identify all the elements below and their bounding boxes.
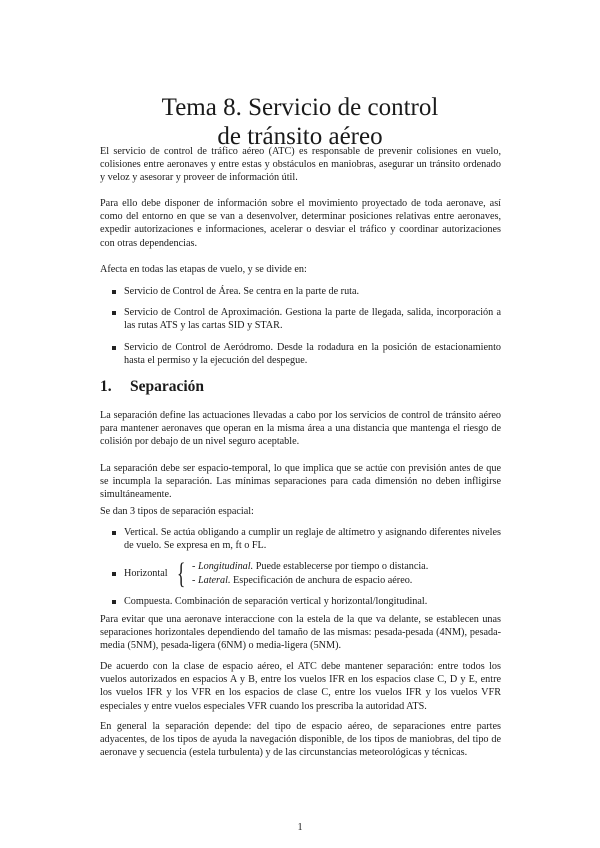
bullet-icon <box>112 290 116 294</box>
list-item <box>104 306 501 332</box>
page-number: 1 <box>297 822 303 833</box>
paragraph: La separación define las actuaciones llevadas a cabo por los servicios de control de tránsito aéreo para mantener aeronaves que operan en la misma área a una distancia que mantenga el riesgo de colisión por debajo de un nivel seguro aceptable. <box>100 410 501 448</box>
title-line-2: de tránsito aéreo <box>217 123 383 150</box>
document-title <box>0 93 600 151</box>
intro-paragraph: Afecta en todas las etapas de vuelo, y se divide en: <box>100 264 307 275</box>
list-item-compuesta <box>104 595 501 608</box>
paragraph: En general la separación depende: del tipo de espacio aéreo, de separaciones entre partes adyacentes, de los tipos de ayuda la navegación disponible, de los tipos de maniobras, del tipo de aeronave y secuencia (estela turbulenta) y de las circunstancias meteorológicas y técnicas. <box>100 721 501 759</box>
list-item <box>104 285 501 298</box>
list-item-horizontal <box>104 556 501 590</box>
bullet-icon <box>112 600 116 604</box>
list-item-text: Vertical. Se actúa obligando a cumplir un reglaje de altímetro y asignando diferentes niveles de vuelo. Se expresa en m, ft o FL. <box>124 527 501 552</box>
term: Longitudinal. <box>197 561 254 573</box>
intro-paragraph: El servicio de control de tráfico aéreo (ATC) es responsable de prevenir colisiones en vuelo, colisiones entre aeronaves y entre estas y obstáculos en maniobras, asegurar un tránsito ordenado y veloz y asesorar y proveer de información útil. <box>100 146 501 184</box>
bullet-icon <box>112 531 116 535</box>
bullet-icon <box>112 346 116 350</box>
list-item <box>104 341 501 367</box>
services-list <box>104 285 501 375</box>
subtype-lateral: - Lateral. Especificación de anchura de espacio aéreo. <box>191 574 413 586</box>
paragraph: De acuerdo con la clase de espacio aéreo, el ATC debe mantener separación: entre todos los vuelos autorizados en espacios A y B, entre los vuelos IFR en los espacios clase C, D y E, entre los vuelos IFR y los VFR en los espacios de clase C, entre los vuelos IFR y los vuelos VFR especiales y entre vuelos especiales VFR cuando los prescriba la autoridad ATS. <box>100 661 501 712</box>
horizontal-label: Horizontal <box>124 568 168 579</box>
list-item-vertical <box>104 526 501 552</box>
section-title: Separación <box>130 378 205 395</box>
list-item-text: Servicio de Control de Aeródromo. Desde la rodadura en la posición de estacionamiento hasta el permiso y la ejecución del despegue. <box>124 341 501 366</box>
section-number: 1. <box>100 378 112 395</box>
separation-types-list <box>104 526 501 616</box>
horizontal-subtypes <box>192 560 428 586</box>
definition: Especificación de anchura de espacio aéreo. <box>233 574 413 586</box>
paragraph: Se dan 3 tipos de separación espacial: <box>100 506 254 517</box>
paragraph: Para evitar que una aeronave interaccione con la estela de la que va delante, se establecen unas separaciones horizontales dependiendo del tamaño de las mismas: pesada-pesada (4NM), pesada-media (5NM), pesada-ligera (6NM) o media-ligera (5NM). <box>100 614 501 652</box>
bullet-icon <box>112 311 116 315</box>
subtype-longitudinal: - Longitudinal. Puede establecerse por tiempo o distancia. <box>191 561 429 573</box>
definition: Puede establecerse por tiempo o distancia. <box>255 561 429 573</box>
list-item-text: Compuesta. Combinación de separación vertical y horizontal/longitudinal. <box>124 595 428 607</box>
title-line-1: Tema 8. Servicio de control <box>161 94 439 121</box>
term: Lateral. <box>197 574 231 586</box>
bullet-icon <box>112 572 116 576</box>
horizontal-group <box>124 556 429 590</box>
intro-paragraph: Para ello debe disponer de información sobre el movimiento proyectado de toda aeronave, así como del entorno en que se van a desenvolver, determinar posiciones relativas entre aeronaves, expedir autorizaciones e informaciones, acelerar o desviar el tráfico y coordinar autorizaciones con otras dependencias. <box>100 198 501 249</box>
list-item-text: Servicio de Control de Área. Se centra en la parte de ruta. <box>124 286 360 297</box>
section-heading <box>100 378 204 396</box>
brace-icon: { <box>176 556 186 590</box>
paragraph: La separación debe ser espacio-temporal, lo que implica que se actúe con previsión antes de que se incumpla la separación. Las mínimas separaciones para cada dimensión no deben infligirse simultáneamente. <box>100 463 501 501</box>
list-item-text: Servicio de Control de Aproximación. Gestiona la parte de llegada, salida, incorporación a las rutas ATS y las cartas SID y STAR. <box>124 307 501 332</box>
